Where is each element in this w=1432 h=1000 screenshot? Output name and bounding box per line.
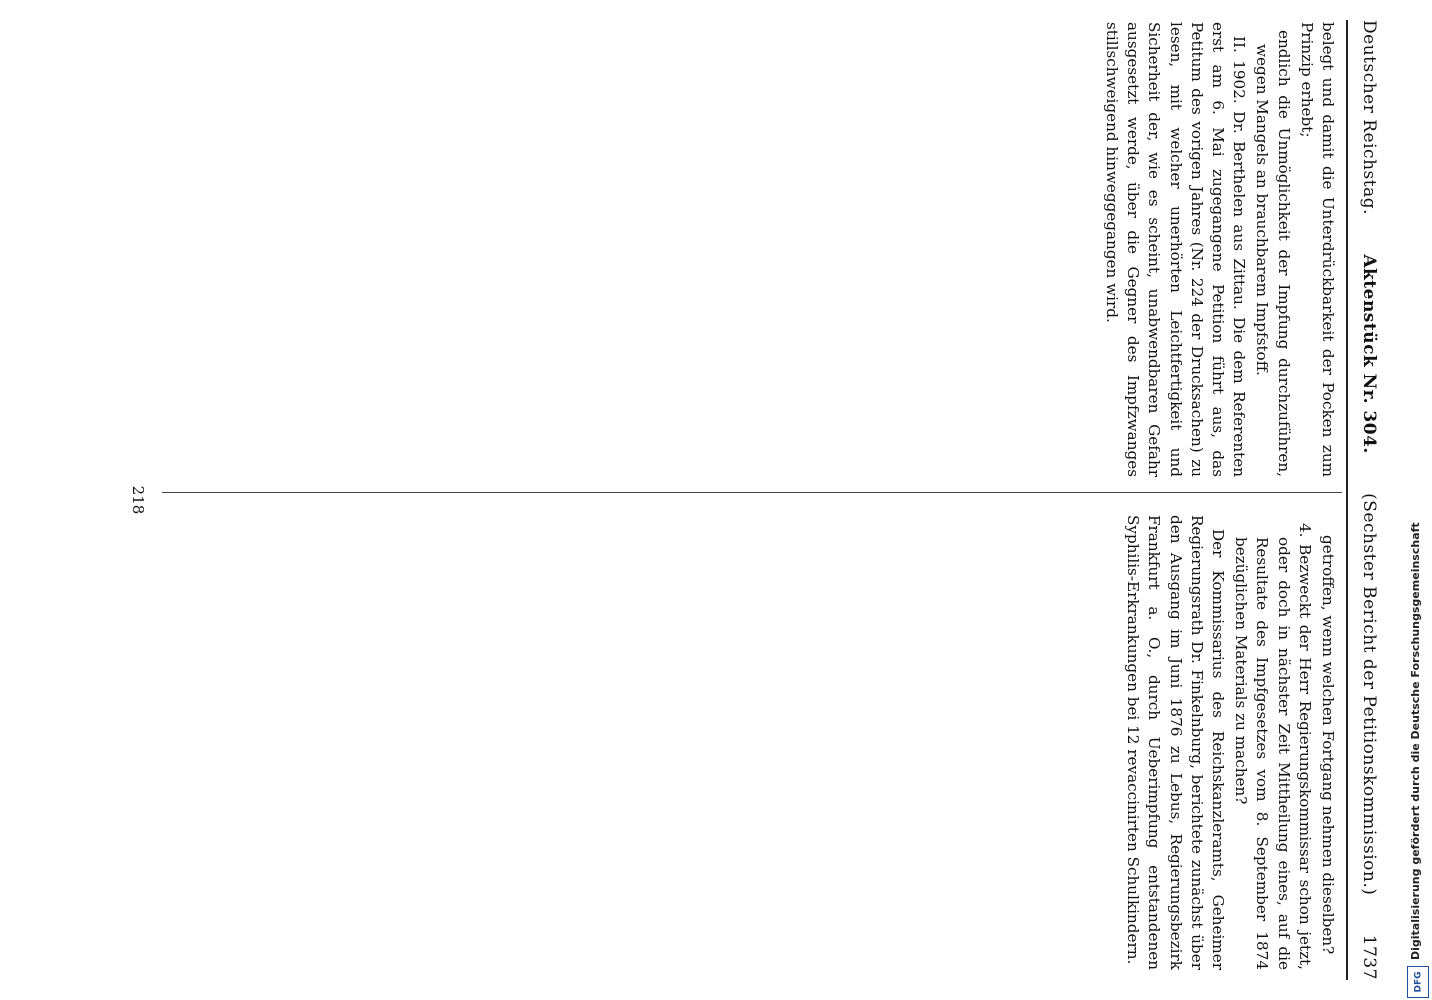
paragraph: endlich die Unmöglichkeit der Impfung durchzuführen, wegen Mangels an brauchbarem Impfstoff.: [1253, 30, 1293, 477]
column-divider: [162, 492, 1342, 493]
digitization-credit-text: Digitalisierung gefördert durch die Deutsche Forschungsgemeinschaft: [1409, 522, 1422, 960]
paragraph: belegt und damit die Unterdrückbarkeit der Pocken zum Prinzip erhebt;: [1297, 22, 1337, 477]
page-header: [1352, 20, 1386, 980]
footer-page-number: 218: [129, 485, 147, 515]
paragraph: getroffen, wenn welchen Fortgang nehmen dieselben?: [1319, 535, 1337, 955]
header-rule: [1346, 20, 1348, 980]
right-column: [153, 515, 1338, 970]
paragraph: 4. Bezweckt der Herr Regierungskommissar schon jetzt, oder doch in nächster Zeit Mittheilung eines, auf die Resultate des Impfgesetzes vom 8. September 1874 bezüglichen Materials zu machen?: [1232, 523, 1314, 970]
paragraph: II. 1902. Dr. Berthelen aus Zittau. Die dem Referenten erst am 6. Mai zugegangene Petition führt aus, das Petitum des vorigen Jahres (Nr. 224 der Drucksachen) zu lesen, mit welcher unerhörten Leichtfertigkeit und Sicherheit der, wie es scheint, unabwendbaren Gefahr ausgesetzt werde, über die Gegner des Impfzwanges stillschweigend hinweggegangen wird.: [1102, 22, 1249, 477]
dfg-logo: [1407, 966, 1429, 998]
header-left: Deutscher Reichstag.: [1359, 20, 1379, 215]
header-document-number: Aktenstück Nr. 304.: [1359, 254, 1379, 454]
digitization-credit: [1407, 30, 1427, 980]
page-number: 1737: [1359, 934, 1379, 980]
paragraph: Der Kommissarius des Reichskanzleramts, Geheimer Regierungsrath Dr. Finkelnburg, berichtete zunächst über den Ausgang im Juni 1876 zu Lebus, Regierungsbezirk Frankfurt a. O., durch Ueberimpfung entstandenen Syphilis-Erkrankungen bei 12 revaccinirten Schulkindern.: [1124, 515, 1227, 970]
dfg-logo-text: DFG: [1413, 971, 1424, 993]
header-right: (Sechster Bericht der Petitionskommission.): [1359, 493, 1379, 896]
left-column: [153, 22, 1338, 477]
